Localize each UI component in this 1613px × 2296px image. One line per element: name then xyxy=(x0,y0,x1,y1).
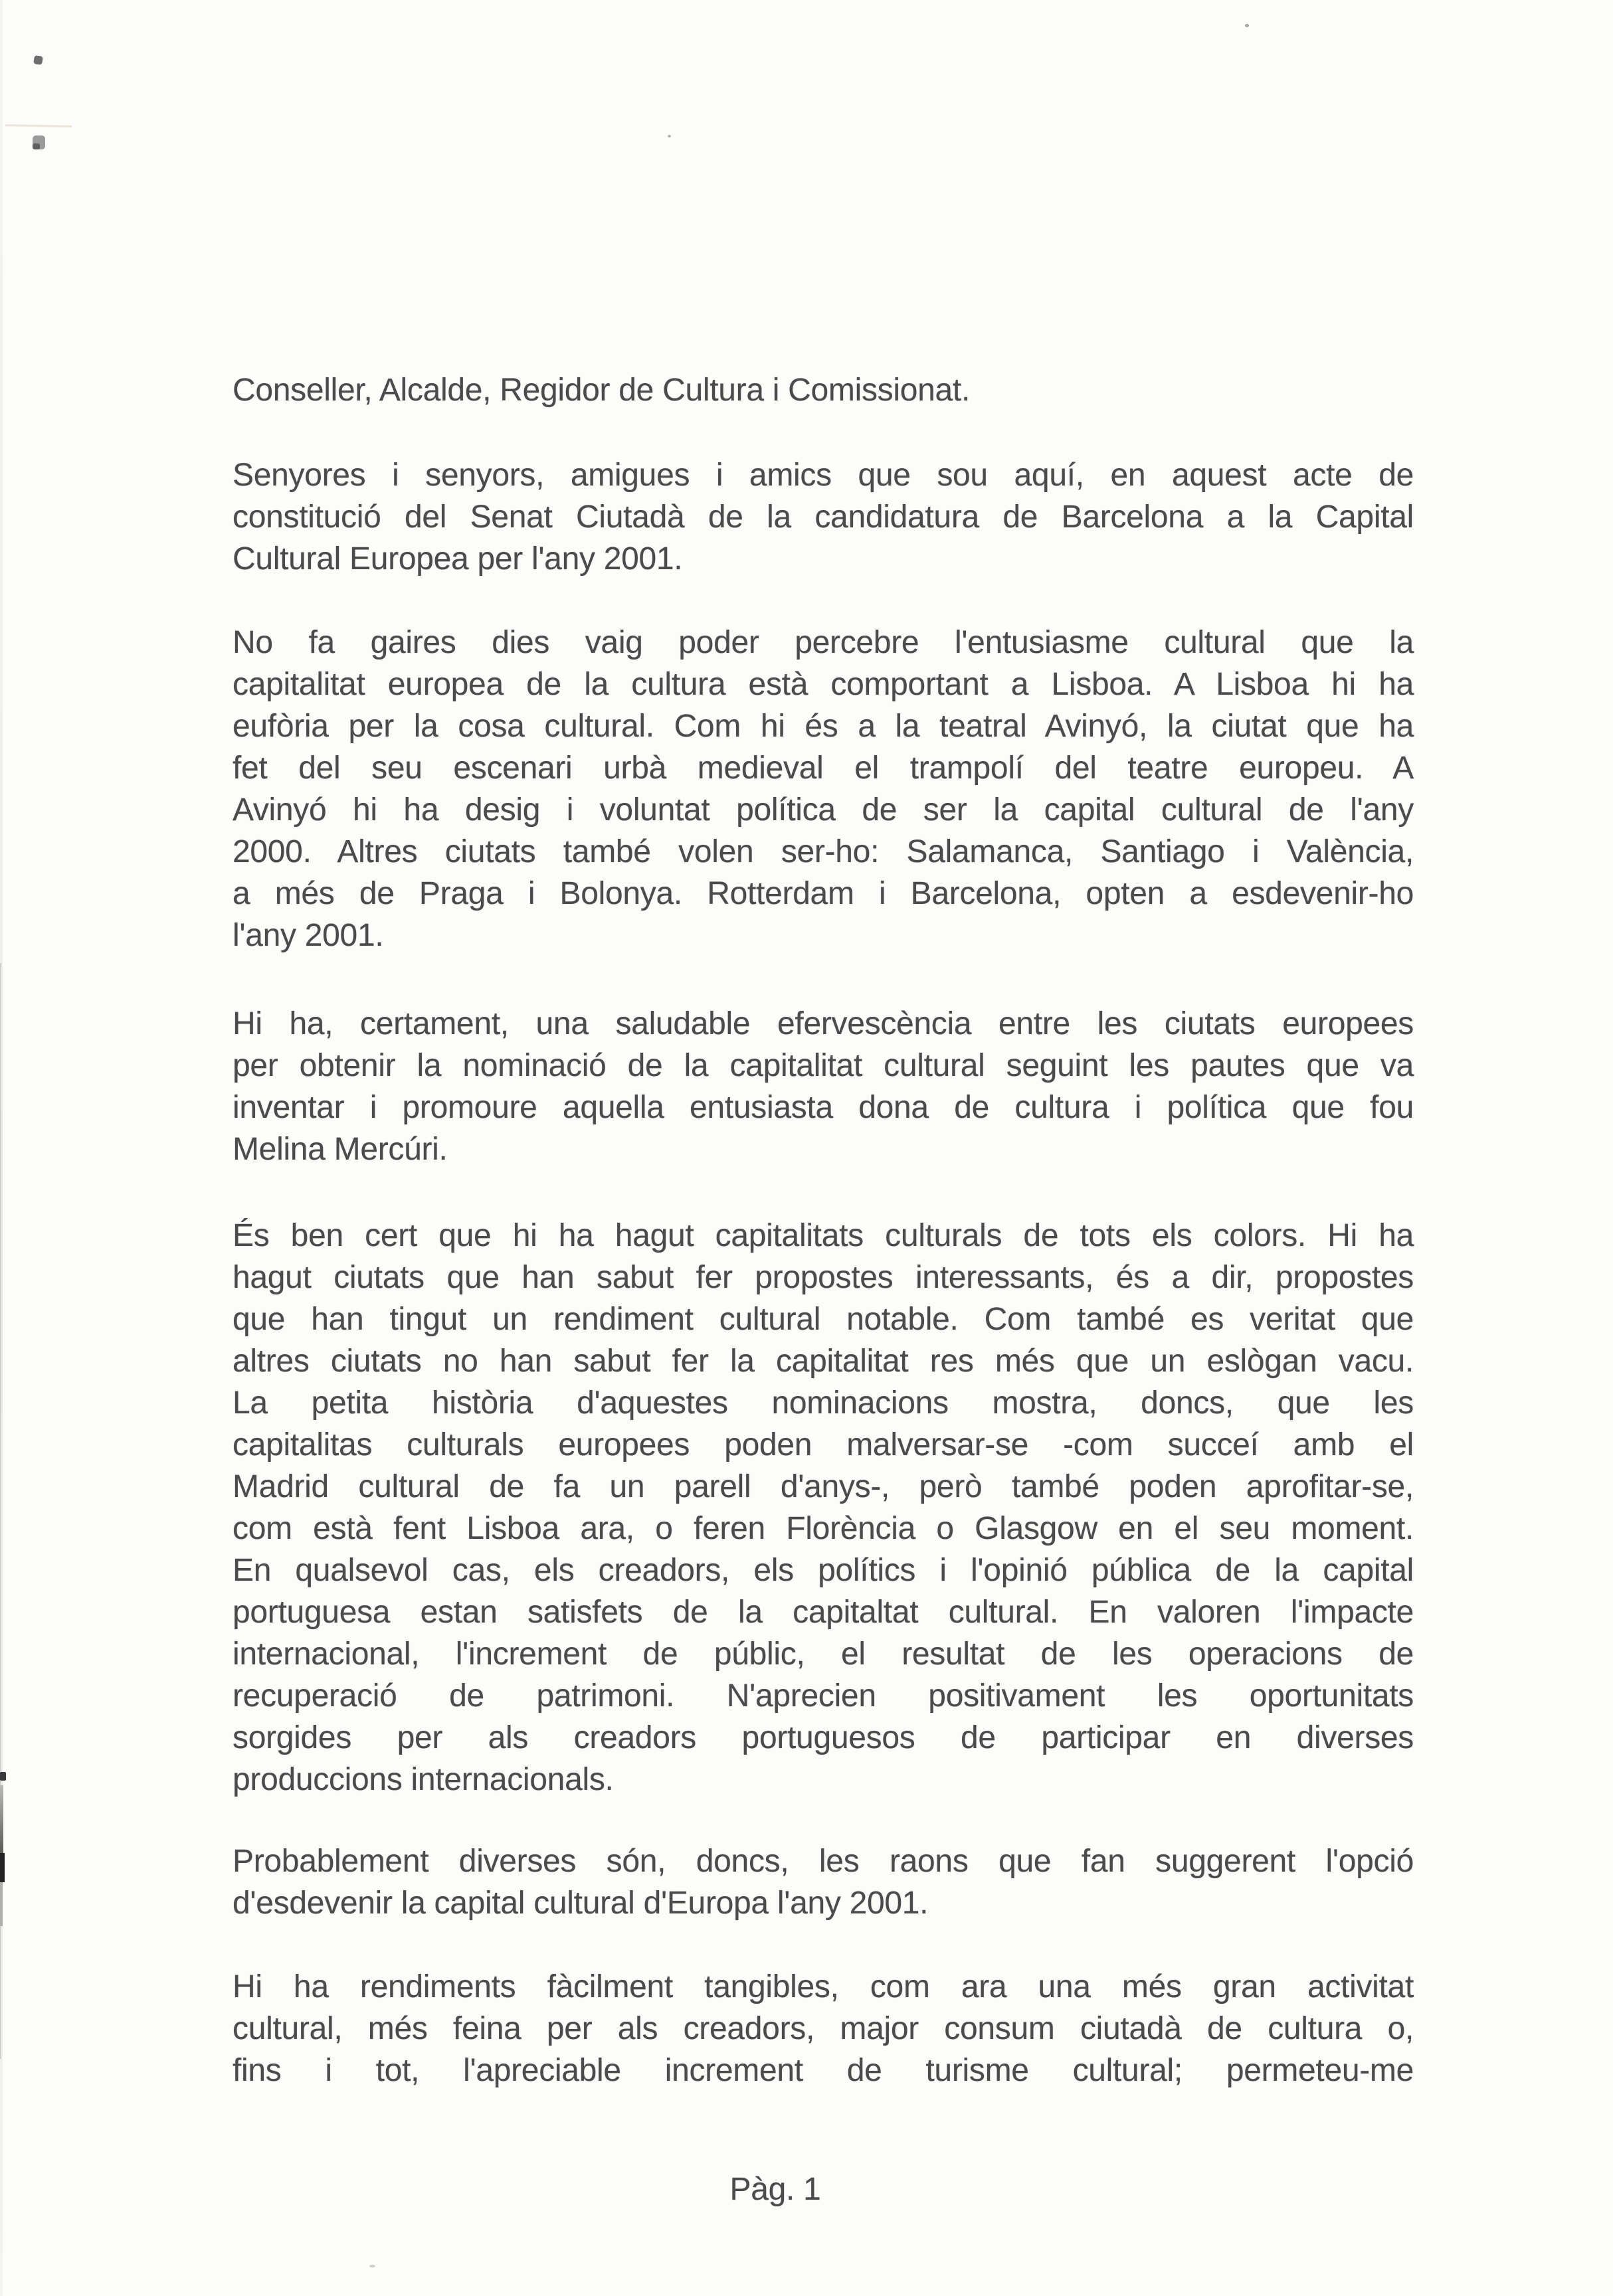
text-line: per obtenir la nominació de la capitalitat cultural seguint les pautes que va xyxy=(233,1048,1414,1083)
scanner-edge-mark xyxy=(0,1772,6,1781)
dust-speck xyxy=(1245,24,1249,27)
text-line: portuguesa estan satisfets de la capitaltat cultural. En valoren l'impacte xyxy=(233,1595,1414,1630)
text-line: Conseller, Alcalde, Regidor de Cultura i Comissionat. xyxy=(233,373,970,408)
text-line: internacional, l'increment de públic, el resultat de les operacions de xyxy=(233,1636,1414,1672)
text-line: d'esdevenir la capital cultural d'Europa l'any 2001. xyxy=(233,1886,929,1921)
text-line: inventar i promoure aquella entusiasta dona de cultura i política que fou xyxy=(233,1090,1414,1125)
text-line: Probablement diverses són, doncs, les raons que fan suggerent l'opció xyxy=(233,1844,1414,1879)
dust-speck xyxy=(369,2265,375,2267)
text-line: Senyores i senyors, amigues i amics que sou aquí, en aquest acte de xyxy=(233,458,1414,493)
text-line: capitalitas culturals europees poden malversar-se -com succeí amb el xyxy=(233,1427,1414,1462)
paragraph-2 xyxy=(233,454,1414,580)
scanner-edge-bar xyxy=(0,1853,5,1882)
paper-scratch xyxy=(5,124,72,128)
text-line: Melina Mercúri. xyxy=(233,1132,448,1167)
text-line: És ben cert que hi ha hagut capitalitats culturals de tots els colors. Hi ha xyxy=(233,1218,1414,1253)
paragraph-3 xyxy=(233,622,1414,956)
paragraph-4 xyxy=(233,1003,1414,1170)
text-line: recuperació de patrimoni. N'aprecien positivament les oportunitats xyxy=(233,1678,1414,1714)
staple-mark-bottom-shadow xyxy=(33,143,40,149)
text-line: l'any 2001. xyxy=(233,918,384,953)
text-line: hagut ciutats que han sabut fer propostes interessants, és a dir, propostes xyxy=(233,1260,1414,1295)
text-line: 2000. Altres ciutats també volen ser-ho: Salamanca, Santiago i València, xyxy=(233,834,1414,869)
text-line: Avinyó hi ha desig i voluntat política de ser la capital cultural de l'any xyxy=(233,792,1414,828)
text-line: altres ciutats no han sabut fer la capitalitat res més que un eslògan vacu. xyxy=(233,1344,1414,1379)
text-line: La petita història d'aquestes nominacions mostra, doncs, que les xyxy=(233,1385,1414,1421)
paragraph-6 xyxy=(233,1840,1414,1924)
text-line: En qualsevol cas, els creadors, els polítics i l'opinió pública de la capital xyxy=(233,1553,1414,1588)
paragraph-1 xyxy=(233,369,1414,411)
text-line: fet del seu escenari urbà medieval el trampolí del teatre europeu. A xyxy=(233,751,1414,786)
paragraph-5 xyxy=(233,1215,1414,1801)
text-line: produccions internacionals. xyxy=(233,1762,614,1797)
text-line: cultural, més feina per als creadors, major consum ciutadà de cultura o, xyxy=(233,2011,1414,2046)
text-line: constitució del Senat Ciutadà de la candidatura de Barcelona a la Capital xyxy=(233,499,1414,535)
text-line: a més de Praga i Bolonya. Rotterdam i Barcelona, opten a esdevenir-ho xyxy=(233,876,1414,911)
text-line: capitalitat europea de la cultura està comportant a Lisboa. A Lisboa hi ha xyxy=(233,667,1414,702)
text-line: Hi ha rendiments fàcilment tangibles, com ara una més gran activitat xyxy=(233,1969,1414,2004)
text-line: que han tingut un rendiment cultural notable. Com també es veritat que xyxy=(233,1302,1414,1337)
text-line: eufòria per la cosa cultural. Com hi és a la teatral Avinyó, la ciutat que ha xyxy=(233,709,1414,744)
scanner-edge-bar-faint xyxy=(0,1882,3,1926)
staple-mark-bottom xyxy=(33,135,45,149)
staple-mark-top xyxy=(33,55,43,65)
text-line: fins i tot, l'apreciable increment de turisme cultural; permeteu-me xyxy=(233,2053,1414,2088)
dust-speck xyxy=(668,135,671,137)
text-line: Hi ha, certament, una saludable efervescència entre les ciutats europees xyxy=(233,1006,1414,1041)
text-line: sorgides per als creadors portuguesos de participar en diverses xyxy=(233,1720,1414,1755)
text-line: com està fent Lisboa ara, o feren Florència o Glasgow en el seu moment. xyxy=(233,1511,1414,1546)
text-line: Cultural Europea per l'any 2001. xyxy=(233,541,683,576)
page-number: Pàg. 1 xyxy=(729,2172,821,2207)
scanner-edge-shadow xyxy=(0,1785,3,1853)
text-line: No fa gaires dies vaig poder percebre l'entusiasme cultural que la xyxy=(233,625,1414,660)
paragraph-7 xyxy=(233,1966,1414,2091)
text-line: Madrid cultural de fa un parell d'anys-, però també poden aprofitar-se, xyxy=(233,1469,1414,1504)
